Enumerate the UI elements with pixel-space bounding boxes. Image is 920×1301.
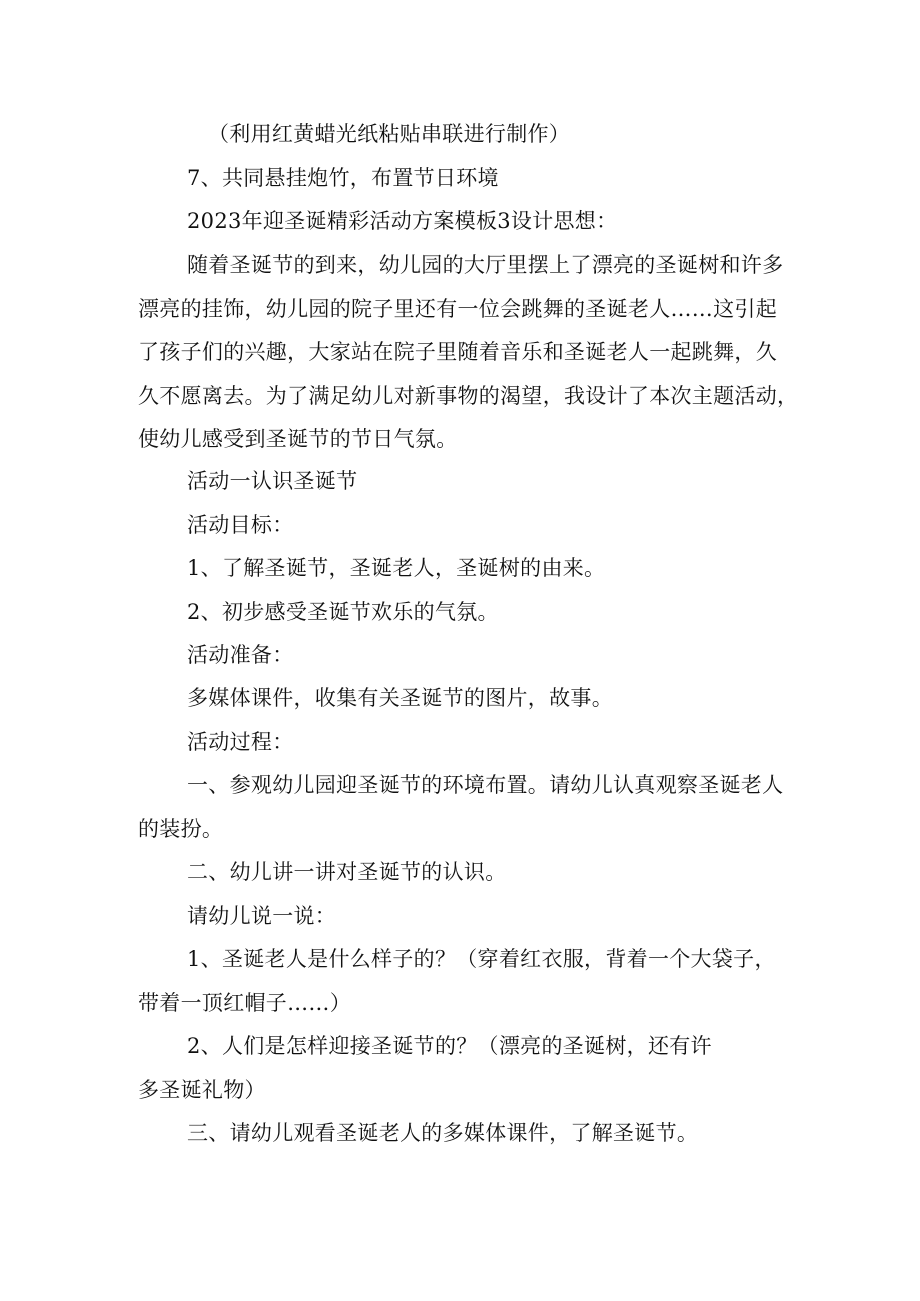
material-note: （利用红黄蜡光纸粘贴串联进行制作）: [208, 122, 571, 146]
process-heading: 活动过程：: [187, 730, 294, 754]
paragraph-line: 使幼儿感受到圣诞节的节日气氛。: [138, 427, 458, 451]
paragraph-line: 了孩子们的兴趣，大家站在院子里随着音乐和圣诞老人一起跳舞，久: [138, 340, 777, 364]
prep-text: 多媒体课件，收集有关圣诞节的图片，故事。: [187, 686, 613, 710]
paragraph-line: 2、人们是怎样迎接圣诞节的？（漂亮的圣诞树，还有许: [187, 1034, 712, 1058]
paragraph-line: 随着圣诞节的到来，幼儿园的大厅里摆上了漂亮的圣诞树和许多: [187, 253, 784, 277]
paragraph-line: 多圣诞礼物）: [138, 1077, 266, 1102]
prep-heading: 活动准备：: [187, 643, 294, 667]
paragraph-line: 的装扮。: [138, 816, 224, 841]
design-paragraph: [138, 251, 798, 469]
goals-heading: 活动目标：: [187, 513, 294, 537]
paragraph-line: 一、参观幼儿园迎圣诞节的环境布置。请幼儿认真观察圣诞老人: [187, 773, 784, 797]
ask-heading: 请幼儿说一说：: [187, 904, 337, 928]
paragraph-line: 带着一顶红帽子……）: [138, 990, 351, 1015]
step-1-paragraph: [138, 771, 783, 858]
step-3: 三、请幼儿观看圣诞老人的多媒体课件，了解圣诞节。: [187, 1121, 699, 1145]
question-1-paragraph: [138, 945, 776, 1032]
section-heading: 2023年迎圣诞精彩活动方案模板3设计思想：: [187, 209, 618, 233]
step-2: 二、幼儿讲一讲对圣诞节的认识。: [187, 860, 507, 884]
question-2-paragraph: [138, 1032, 712, 1119]
step-7-line: 7、共同悬挂炮竹，布置节日环境: [187, 166, 499, 190]
goal-1: 1、了解圣诞节，圣诞老人，圣诞树的由来。: [187, 556, 606, 580]
paragraph-line: 漂亮的挂饰，幼儿园的院子里还有一位会跳舞的圣诞老人……这引起: [138, 296, 777, 321]
paragraph-line: 1、圣诞老人是什么样子的？（穿着红衣服，背着一个大袋子，: [187, 947, 776, 971]
goal-2: 2、初步感受圣诞节欢乐的气氛。: [187, 600, 499, 624]
activity-title: 活动一认识圣诞节: [187, 469, 358, 493]
paragraph-line: 久不愿离去。为了满足幼儿对新事物的渴望，我设计了本次主题活动，: [138, 383, 799, 408]
